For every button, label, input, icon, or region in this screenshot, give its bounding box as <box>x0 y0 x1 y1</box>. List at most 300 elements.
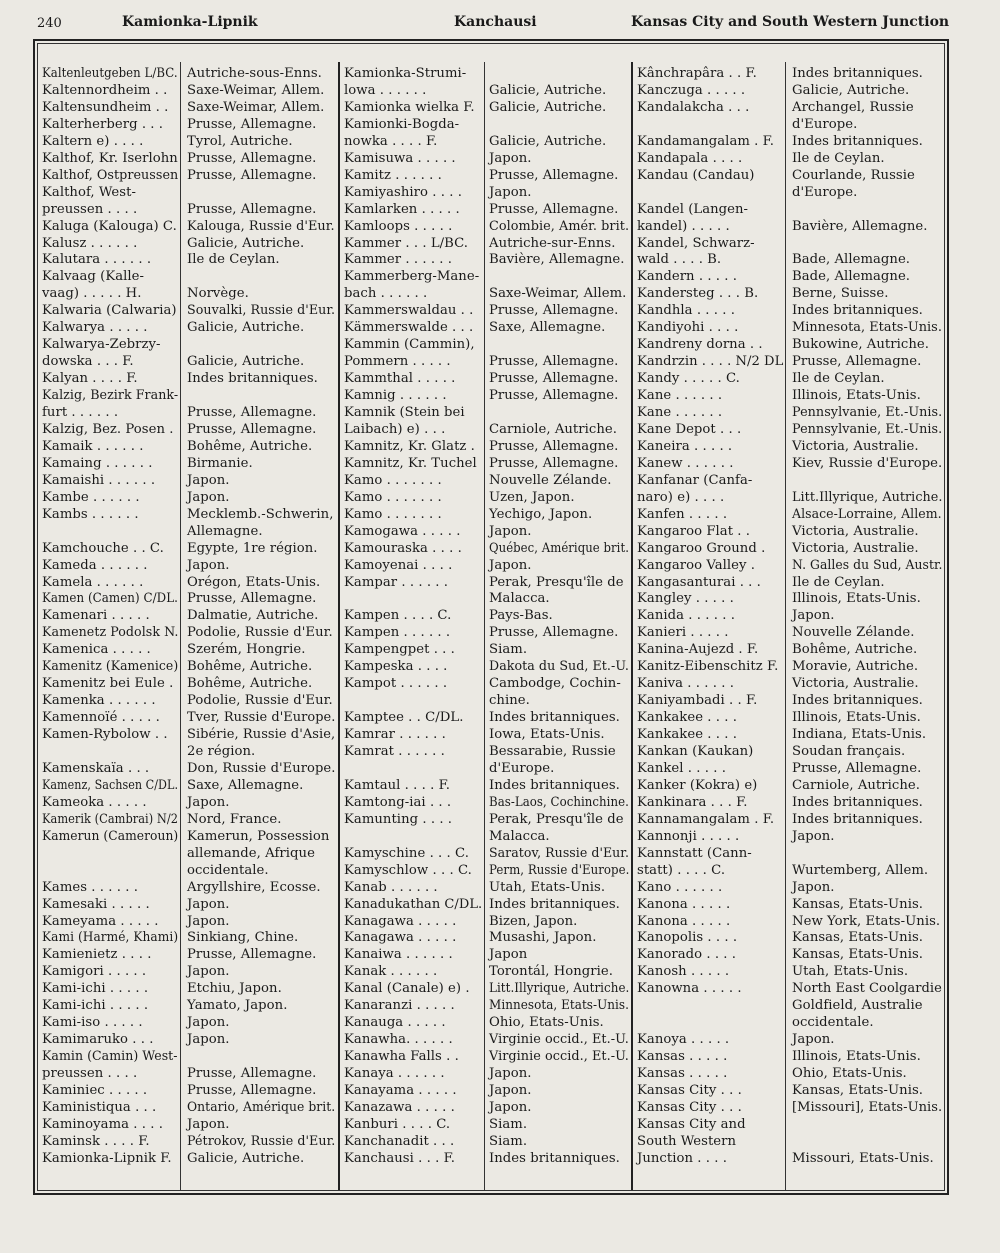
entry-name: Kamlarken . . . . . <box>344 201 460 217</box>
entry-location: Galicie, Autriche. <box>187 1150 305 1166</box>
entry-location: Victoria, Australie. <box>792 540 919 556</box>
entry-name: Kanaya . . . . . . <box>344 1066 445 1082</box>
entry-location: Japon. <box>489 150 532 166</box>
entry-name: Kandrzin . . . . N/2 DL <box>637 354 784 370</box>
entry-name: Kalthof, West- <box>42 184 136 200</box>
entry-name: Kanfen . . . . . <box>637 506 728 522</box>
entry-location: Perm, Russie d'Europe. <box>489 862 630 878</box>
entry-location: Indes britanniques. <box>792 693 923 709</box>
entry-location: Tver, Russie d'Europe. <box>187 710 336 726</box>
entry-location: Kansas, Etats-Unis. <box>792 896 924 912</box>
entry-name: Kamaik . . . . . . <box>42 438 144 454</box>
entry-name: Kankel . . . . . <box>637 760 726 776</box>
entry-name: Kampar . . . . . . <box>344 574 449 590</box>
entry-name: Kanazawa . . . . . <box>344 1099 455 1115</box>
entry-location: Malacca. <box>489 828 550 844</box>
entry-location: Japon <box>489 947 528 963</box>
entry-name: Kandhla . . . . . <box>637 303 735 319</box>
entry-location: Virginie occid., Et.-U. <box>489 1049 629 1065</box>
entry-location: Indes britanniques. <box>489 777 620 793</box>
entry-name: Kalutara . . . . . . <box>42 252 152 268</box>
entry-name: Kanfanar (Canfa- <box>637 472 753 488</box>
entry-name: Kanal (Canale) e) . <box>344 981 470 997</box>
entry-name: Kamrat . . . . . . <box>344 744 445 759</box>
entry-location: Egypte, 1re région. <box>187 540 318 556</box>
entry-location: Japon. <box>489 1066 532 1082</box>
entry-location: Berne, Suisse. <box>792 286 889 302</box>
entry-name: Kami-iso . . . . . <box>42 1015 143 1031</box>
entry-location: Prusse, Allemagne. <box>792 760 922 776</box>
entry-name: Kamionki-Bogda- <box>344 116 460 132</box>
entry-location: Prusse, Allemagne. <box>489 371 619 387</box>
entry-name: Kaniyambadi . . F. <box>637 693 758 709</box>
entry-location: Saxe-Weimar, Allem. <box>187 99 325 115</box>
entry-name: Kane Depot . . . <box>637 421 742 437</box>
entry-location: Sibérie, Russie d'Asie, <box>187 727 336 743</box>
entry-name: Kamouraska . . . . <box>344 540 462 556</box>
entry-name: South Western <box>637 1133 737 1149</box>
entry-name: Kamtaul . . . . F. <box>344 777 451 793</box>
entry-name: Kaminiec . . . . . <box>42 1083 148 1098</box>
page-number: 240 <box>37 16 62 31</box>
entry-name: Kangaroo Ground . <box>637 540 766 556</box>
entry-location: Indes britanniques. <box>792 133 923 149</box>
entry-location: Kansas, Etats-Unis. <box>792 947 924 963</box>
entry-name: Kami-ichi . . . . . <box>42 981 149 997</box>
entry-name: vaag) . . . . . H. <box>42 286 142 302</box>
entry-location: North East Coolgardie <box>792 981 942 997</box>
entry-name: Kamesaki . . . . . <box>42 896 150 912</box>
entry-location: Indes britanniques. <box>792 303 923 319</box>
entry-name: Kamaing . . . . . . <box>42 455 153 471</box>
entry-location: Perak, Presqu'île de <box>489 811 624 827</box>
entry-location: Bas-Laos, Cochinchine. <box>489 794 629 810</box>
entry-location: Illinois, Etats-Unis. <box>792 591 921 607</box>
entry-location: Japon. <box>489 184 532 200</box>
entry-location: d'Europe. <box>792 116 858 132</box>
entry-location: Torontál, Hongrie. <box>489 964 614 980</box>
entry-location: allemande, Afrique <box>187 845 315 861</box>
entry-location: Kiev, Russie d'Europe. <box>792 455 943 471</box>
entry-location: Siam. <box>489 1116 528 1132</box>
entry-location: Indes britanniques. <box>489 710 620 726</box>
entry-name: Kamisuwa . . . . . <box>344 150 456 166</box>
entry-name: Kamennoïé . . . . . <box>42 710 160 726</box>
entry-location: Prusse, Allemagne. <box>489 201 619 217</box>
entry-location: Illinois, Etats-Unis. <box>792 388 921 404</box>
entry-name: Kanopolis . . . . <box>637 930 738 946</box>
entry-name: Kamoyenai . . . . <box>344 557 453 573</box>
entry-location: Galicie, Autriche. <box>187 320 305 336</box>
entry-location: 2e région. <box>187 744 256 759</box>
entry-location: N. Galles du Sud, Austr. <box>792 557 943 573</box>
entry-location: Japon. <box>187 794 230 810</box>
entry-name: Kambs . . . . . . <box>42 506 139 522</box>
entry-name: Kanagawa . . . . . <box>344 930 457 946</box>
entry-name: Kamigori . . . . . <box>42 964 147 980</box>
entry-name: Kameoka . . . . . <box>42 794 147 810</box>
entry-location: Norvège. <box>187 286 249 302</box>
entry-name: Kankinara . . . F. <box>637 794 748 810</box>
entry-location: Mecklemb.-Schwerin, <box>187 506 334 522</box>
entry-name: Kamnitz, Kr. Tuchel <box>344 455 477 471</box>
entry-name: Kaneira . . . . . <box>637 438 733 454</box>
entry-location: chine. <box>489 693 530 709</box>
entry-name: Kanona . . . . . <box>637 913 731 929</box>
entry-location: Pétrokov, Russie d'Eur. <box>187 1133 336 1149</box>
entry-location: Bohême, Autriche. <box>187 659 313 675</box>
entry-location: Ile de Ceylan. <box>792 150 885 166</box>
entry-location: Don, Russie d'Europe. <box>187 760 336 776</box>
entry-name: Kangaroo Valley . <box>637 557 755 573</box>
entry-name: Kanczuga . . . . . <box>637 82 746 98</box>
entry-location: Victoria, Australie. <box>792 676 919 692</box>
entry-name: Kalwarya-Zebrzy- <box>42 337 161 353</box>
entry-name: Kamogawa . . . . . <box>344 523 461 539</box>
entry-name: Kannonji . . . . . <box>637 828 740 844</box>
entry-location: occidentale. <box>187 862 269 878</box>
entry-name: Kanchanadit . . . <box>344 1133 455 1149</box>
entry-name: Kandel (Langen- <box>637 201 749 217</box>
entry-name: Kanina-Aujezd . F. <box>637 642 759 658</box>
entry-location: d'Europe. <box>792 184 858 200</box>
entry-name: Kamerun (Cameroun) <box>42 828 179 844</box>
entry-location: Dalmatie, Autriche. <box>187 608 319 624</box>
entry-location: Malacca. <box>489 591 550 607</box>
entry-name: Kankan (Kaukan) <box>637 744 754 759</box>
entry-location: Prusse, Allemagne. <box>187 167 317 183</box>
entry-location: Virginie occid., Et.-U. <box>489 1032 629 1048</box>
entry-location: Nouvelle Zélande. <box>792 625 915 641</box>
entry-location: Bavière, Allemagne. <box>792 218 928 234</box>
entry-location: Sinkiang, Chine. <box>187 930 299 946</box>
entry-location: New York, Etats-Unis. <box>792 913 941 929</box>
entry-name: Kandamangalam . F. <box>637 133 775 149</box>
entry-location: d'Europe. <box>489 760 555 776</box>
entry-location: Nord, France. <box>187 811 282 827</box>
entry-name: Kamo . . . . . . . <box>344 472 442 488</box>
entry-location: Prusse, Allemagne. <box>187 421 317 437</box>
entry-location: Carniole, Autriche. <box>792 777 920 793</box>
entry-location: Saratov, Russie d'Eur. <box>489 845 630 861</box>
entry-location: Autriche-sur-Enns. <box>489 235 616 251</box>
entry-name: Kane . . . . . . <box>637 405 723 420</box>
entry-name: Kamyschine . . . C. <box>344 845 469 861</box>
entry-name: Kanona . . . . . <box>637 896 731 912</box>
header-center-entry: Kanchausi <box>454 14 537 30</box>
entry-name: Kandel, Schwarz- <box>637 235 755 251</box>
entry-name: Kamionka-Lipnik F. <box>42 1150 172 1166</box>
entry-name: Kambe . . . . . . <box>42 489 140 505</box>
entry-name: Kamrar . . . . . . <box>344 727 446 743</box>
entry-name: Kanker (Kokra) e) <box>637 777 758 793</box>
entry-name: Kangasanturai . . . <box>637 574 761 590</box>
entry-location: Japon. <box>489 1083 532 1098</box>
entry-location: Indes britanniques. <box>792 66 923 81</box>
entry-name: Kaministiqua . . . <box>42 1099 157 1115</box>
entry-location: Saxe, Allemagne. <box>187 777 304 793</box>
entry-name: Kandersteg . . . B. <box>637 286 759 302</box>
entry-name: Kamnitz, Kr. Glatz . <box>344 438 475 454</box>
entry-location: Bizen, Japon. <box>489 913 578 929</box>
entry-name: Kamitz . . . . . . <box>344 167 442 183</box>
entry-name: Kamenitz (Kamenice) <box>42 659 179 675</box>
entry-location: Saxe-Weimar, Allem. <box>187 82 325 98</box>
entry-location: Indes britanniques. <box>489 1150 620 1166</box>
entry-location: Argyllshire, Ecosse. <box>187 879 321 895</box>
entry-name: Kamin (Camin) West- <box>42 1049 178 1065</box>
entry-name: Kampen . . . . C. <box>344 608 452 624</box>
entry-location: Litt.Illyrique, Autriche. <box>792 489 943 505</box>
entry-location: Indes britanniques. <box>792 811 923 827</box>
entry-name: Kamela . . . . . . <box>42 574 144 590</box>
entry-name: Kamenica . . . . . <box>42 642 151 658</box>
entry-name: Kammer . . . L/BC. <box>344 235 469 251</box>
entry-location: Perak, Presqu'île de <box>489 574 624 590</box>
entry-location: occidentale. <box>792 1015 874 1031</box>
entry-name: Kamnik (Stein bei <box>344 405 465 420</box>
entry-location: Soudan français. <box>792 744 906 759</box>
entry-location: Japon. <box>792 879 835 895</box>
entry-location: Kalouga, Russie d'Eur. <box>187 218 335 234</box>
entry-location: Indes britanniques. <box>792 794 923 810</box>
entry-name: Kammthal . . . . . <box>344 371 456 387</box>
entry-name: Kaltenleutgeben L/BC. <box>42 66 178 81</box>
entry-location: Bohême, Autriche. <box>187 438 313 454</box>
entry-location: Ile de Ceylan. <box>187 252 280 268</box>
entry-name: Kandapala . . . . <box>637 150 743 166</box>
entry-location: Siam. <box>489 1133 528 1149</box>
entry-location: Utah, Etats-Unis. <box>792 964 909 980</box>
entry-location: [Missouri], Etats-Unis. <box>792 1099 943 1115</box>
entry-name: Kandau (Candau) <box>637 167 755 183</box>
entry-location: Dakota du Sud, Et.-U. <box>489 659 629 675</box>
entry-name: Kandalakcha . . . <box>637 99 750 115</box>
entry-location: Podolie, Russie d'Eur. <box>187 625 333 641</box>
entry-name: Kameda . . . . . . <box>42 557 148 573</box>
entry-name: Kalyan . . . . F. <box>42 371 138 387</box>
entry-location: Ohio, Etats-Unis. <box>489 1015 604 1031</box>
entry-location: Indes britanniques. <box>187 371 318 387</box>
entry-name: Kamo . . . . . . . <box>344 489 442 505</box>
entry-name: Kaltensundheim . . <box>42 99 169 115</box>
entry-location: Carniole, Autriche. <box>489 421 617 437</box>
entry-name: Kamen-Rybolow . . <box>42 727 168 743</box>
entry-location: Japon. <box>792 828 835 844</box>
entry-name: Kalvaag (Kalle- <box>42 269 145 285</box>
entry-location: Victoria, Australie. <box>792 523 919 539</box>
entry-name: Kampengpet . . . <box>344 642 455 658</box>
entry-location: Bavière, Allemagne. <box>489 252 625 268</box>
entry-location: Wurtemberg, Allem. <box>792 862 929 878</box>
entry-location: Prusse, Allemagne. <box>489 438 619 454</box>
entry-name: Kamenetz Podolsk N. <box>42 625 179 641</box>
entry-name: Kanosh . . . . . <box>637 964 730 980</box>
entry-location: Prusse, Allemagne. <box>187 116 317 132</box>
entry-name: Kammerberg-Mane- <box>344 269 480 285</box>
entry-location: Minnesota, Etats-Unis. <box>489 998 629 1014</box>
entry-location: Allemagne. <box>187 523 263 539</box>
entry-name: Kamen (Camen) C/DL. <box>42 591 179 607</box>
entry-name: Kamiyashiro . . . . <box>344 184 462 200</box>
entry-name: Kamaishi . . . . . . <box>42 472 156 488</box>
entry-name: Kamenitz bei Eule . <box>42 676 174 692</box>
entry-location: Japon. <box>187 913 230 929</box>
entry-name: Kânchrapâra . . F. <box>637 66 757 81</box>
entry-name: Kanawha. . . . . . <box>344 1032 453 1048</box>
entry-location: Japon. <box>187 964 230 980</box>
entry-name: Kaltennordheim . . <box>42 82 168 98</box>
entry-name: Kamo . . . . . . . <box>344 506 442 522</box>
entry-name: Kanaiwa . . . . . . <box>344 947 453 963</box>
entry-name: Kandy . . . . . C. <box>637 371 740 387</box>
header-left-entry: Kamionka-Lipnik <box>122 14 258 30</box>
entry-name: naro) e) . . . . <box>637 489 725 505</box>
entry-location: Colombie, Amér. brit. <box>489 218 630 234</box>
entry-location: Saxe, Allemagne. <box>489 320 606 336</box>
entry-location: Yamato, Japon. <box>187 998 288 1014</box>
entry-name: Kanida . . . . . . <box>637 608 735 624</box>
entry-location: Minnesota, Etats-Unis. <box>792 320 942 336</box>
entry-location: Galicie, Autriche. <box>489 133 607 149</box>
entry-name: lowa . . . . . . <box>344 82 427 98</box>
entry-location: Pennsylvanie, Et.-Unis. <box>792 421 943 437</box>
entry-location: Souvalki, Russie d'Eur. <box>187 303 336 319</box>
entry-name: Kanauga . . . . . <box>344 1015 446 1031</box>
entry-name: Kaluga (Kalouga) C. <box>42 218 177 234</box>
entry-location: Ile de Ceylan. <box>792 574 885 590</box>
entry-location: Yechigo, Japon. <box>489 506 593 522</box>
entry-name: Kamnig . . . . . . <box>344 388 447 404</box>
entry-name: Kanawha Falls . . <box>344 1049 459 1065</box>
entry-name: Kamtong-iai . . . <box>344 794 452 810</box>
entry-location: Prusse, Allemagne. <box>792 354 922 370</box>
entry-name: Kannamangalam . F. <box>637 811 775 827</box>
entry-name: Kalzig, Bez. Posen . <box>42 421 174 437</box>
entry-location: Autriche-sous-Enns. <box>187 66 322 81</box>
entry-name: Kanowna . . . . . <box>637 981 742 997</box>
entry-location: Goldfield, Australie <box>792 998 923 1014</box>
entry-location: Pays-Bas. <box>489 608 553 624</box>
entry-location: Bohême, Autriche. <box>187 676 313 692</box>
entry-location: Kansas, Etats-Unis. <box>792 1083 924 1098</box>
entry-name: Kandiyohi . . . . <box>637 320 739 336</box>
entry-name: Kalterherberg . . . <box>42 116 164 132</box>
entry-location: Japon. <box>489 523 532 539</box>
entry-location: Japon. <box>187 489 230 505</box>
entry-name: Kami (Harmé, Khami) <box>42 930 179 946</box>
entry-name: Kalwaria (Calwaria) <box>42 303 177 319</box>
entry-location: Uzen, Japon. <box>489 489 575 505</box>
entry-name: Kamimaruko . . . <box>42 1032 154 1048</box>
entry-name: Kandreny dorna . . <box>637 337 763 353</box>
entry-name: Kampeska . . . . <box>344 659 448 675</box>
entry-name: Kamerik (Cambrai) N/2 <box>42 811 178 827</box>
entry-location: Ohio, Etats-Unis. <box>792 1066 907 1082</box>
entry-location: Orégon, Etats-Unis. <box>187 574 321 590</box>
entry-location: Japon. <box>792 1032 835 1048</box>
entry-location: Kansas, Etats-Unis. <box>792 930 924 946</box>
entry-name: Kamyschlow . . . C. <box>344 862 472 878</box>
entry-name: Kamenari . . . . . <box>42 608 150 624</box>
entry-location: Iowa, Etats-Unis. <box>489 727 605 743</box>
entry-location: Québec, Amérique brit. <box>489 540 629 556</box>
entry-name: Kandern . . . . . <box>637 269 738 285</box>
entry-name: preussen . . . . <box>42 1066 138 1082</box>
entry-name: Kankakee . . . . <box>637 727 737 743</box>
entry-name: Kalusz . . . . . . <box>42 235 138 251</box>
entry-location: Prusse, Allemagne. <box>489 455 619 471</box>
entry-location: Prusse, Allemagne. <box>187 591 317 607</box>
entry-location: Missouri, Etats-Unis. <box>792 1150 934 1166</box>
entry-location: Prusse, Allemagne. <box>187 405 317 420</box>
entry-name: Kalwarya . . . . . <box>42 320 148 336</box>
entry-name: Kansas City and <box>637 1116 746 1132</box>
entry-name: Kangley . . . . . <box>637 591 734 607</box>
entry-name: Kane . . . . . . <box>637 388 723 404</box>
entry-location: Podolie, Russie d'Eur. <box>187 693 333 709</box>
entry-location: Kamerun, Possession <box>187 828 330 844</box>
entry-location: Indes britanniques. <box>489 896 620 912</box>
entry-location: Prusse, Allemagne. <box>187 201 317 217</box>
entry-location: Utah, Etats-Unis. <box>489 879 606 895</box>
entry-location: Pennsylvanie, Et.-Unis. <box>792 405 943 420</box>
entry-name: Kamloops . . . . . <box>344 218 453 234</box>
entry-name: Kanayama . . . . . <box>344 1083 457 1098</box>
entry-name: Kanaranzi . . . . . <box>344 998 455 1014</box>
entry-name: Kamchouche . . C. <box>42 540 164 556</box>
entry-location: Bade, Allemagne. <box>792 269 911 285</box>
entry-name: furt . . . . . . <box>42 405 119 420</box>
entry-name: Kammerswaldau . . <box>344 303 474 319</box>
entry-location: Prusse, Allemagne. <box>187 1083 317 1098</box>
entry-location: Szerém, Hongrie. <box>187 642 306 658</box>
entry-name: Kanieri . . . . . <box>637 625 729 641</box>
entry-name: Kansas . . . . . <box>637 1066 728 1082</box>
entry-name: Kamunting . . . . <box>344 811 453 827</box>
entry-name: Kammin (Cammin), <box>344 337 475 353</box>
entry-location: Japon. <box>489 557 532 573</box>
entry-name: Kano . . . . . . <box>637 879 723 895</box>
entry-location: Japon. <box>187 1015 230 1031</box>
entry-location: Galicie, Autriche. <box>489 99 607 115</box>
entry-location: Prusse, Allemagne. <box>187 947 317 963</box>
entry-name: Kaminsk . . . . F. <box>42 1133 150 1149</box>
entry-name: Kanchausi . . . F. <box>344 1150 455 1166</box>
entry-name: Kanorado . . . . <box>637 947 737 963</box>
entry-location: Archangel, Russie <box>792 99 914 115</box>
entry-name: Kankakee . . . . <box>637 710 737 726</box>
entry-name: Kanadukathan C/DL. <box>344 896 483 912</box>
entry-name: Kamionka wielka F. <box>344 99 475 115</box>
entry-location: Cambodge, Cochin- <box>489 676 621 692</box>
entry-name: Junction . . . . <box>637 1150 727 1166</box>
entry-name: Kanew . . . . . . <box>637 455 734 471</box>
entry-name: Kamenskaïa . . . <box>42 760 150 776</box>
entry-name: Kampen . . . . . . <box>344 625 451 641</box>
entry-location: Japon. <box>187 896 230 912</box>
entry-location: Japon. <box>187 472 230 488</box>
entry-name: Kannstatt (Cann- <box>637 845 752 861</box>
entry-location: Alsace-Lorraine, Allem. <box>792 506 942 522</box>
entry-name: Pommern . . . . . <box>344 354 451 370</box>
entry-location: Victoria, Australie. <box>792 438 919 454</box>
entry-name: Kanburi . . . . C. <box>344 1116 451 1132</box>
entry-location: Musashi, Japon. <box>489 930 597 946</box>
entry-name: Kames . . . . . . <box>42 879 138 895</box>
entry-name: Kalzig, Bezirk Frank- <box>42 388 179 404</box>
entry-location: Galicie, Autriche. <box>792 82 910 98</box>
